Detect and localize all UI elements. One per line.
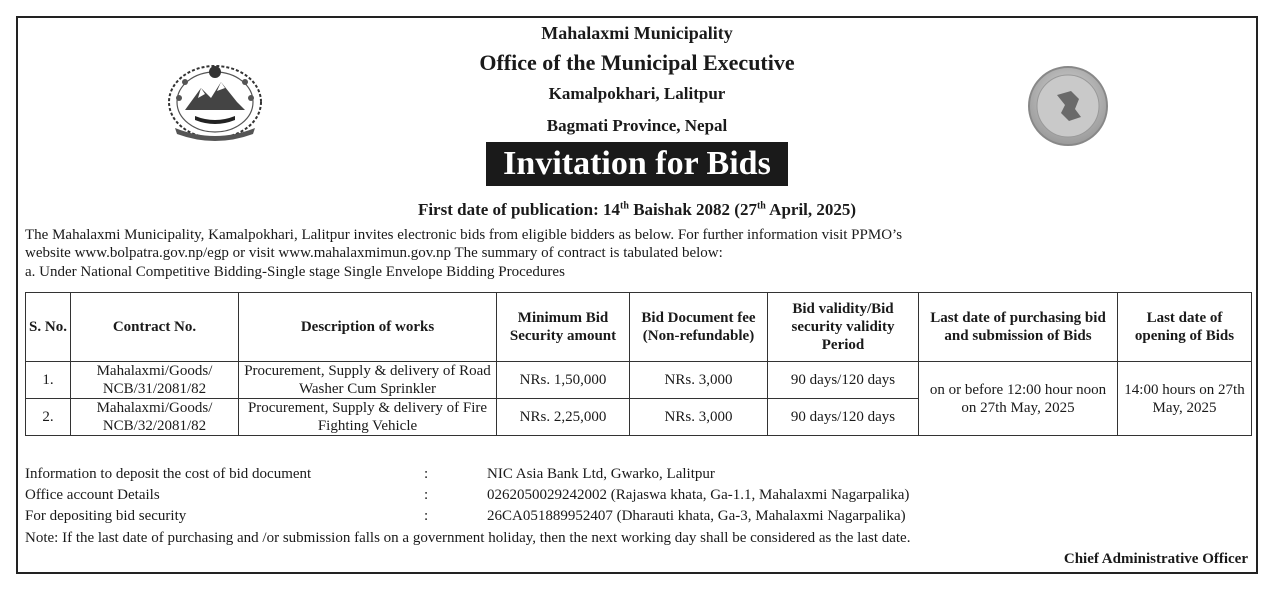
row-security: NRs. 2,25,000 [497,399,630,436]
notice-title: Invitation for Bids [486,142,788,186]
row-sn: 1. [26,362,71,399]
row-description: Procurement, Supply & delivery of Road Washer Cum Sprinkler [239,362,497,399]
header-validity: Bid validity/Bid security validity Period [768,293,919,362]
header-opening: Last date of opening of Bids [1118,293,1252,362]
header-description: Description of works [239,293,497,362]
header-fee: Bid Document fee (Non-refundable) [630,293,768,362]
publication-date: First date of publication: 14th Baishak 2082 (27th April, 2025) [417,200,857,219]
last-purchase-date: on or before 12:00 hour noon on 27th May, 2025 [919,362,1118,436]
signatory: Chief Administrative Officer [1063,551,1248,567]
row-validity: 90 days/120 days [768,362,919,399]
header-last-purchase: Last date of purchasing bid and submission of Bids [919,293,1118,362]
table-header-row [26,293,1252,362]
procedure-section: a. Under National Competitive Bidding-Single stage Single Envelope Bidding Procedures [25,264,565,280]
row-contract: Mahalaxmi/Goods/ NCB/32/2081/82 [71,399,239,436]
info-label: For depositing bid security [25,508,187,524]
intro-paragraph: The Mahalaxmi Municipality, Kamalpokhari, Lalitpur invites electronic bids from eligible bidders as below. For further information visit PPMO’s [25,227,903,243]
row-fee: NRs. 3,000 [630,399,768,436]
bid-notice [16,16,1258,574]
info-value: 0262050029242002 (Rajaswa khata, Ga-1.1, Mahalaxmi Nagarpalika) [487,487,910,503]
holiday-note: Note: If the last date of purchasing and /or submission falls on a government holiday, then the next working day shall be considered as the last date. [25,530,911,546]
contract-table [25,292,1252,436]
address-line: Kamalpokhari, Lalitpur [548,84,726,103]
row-contract: Mahalaxmi/Goods/ NCB/31/2081/82 [71,362,239,399]
info-colon: : [424,508,429,524]
row-fee: NRs. 3,000 [630,362,768,399]
province-line: Bagmati Province, Nepal [546,116,728,135]
table-row [26,362,1252,399]
header-sn: S. No. [26,293,71,362]
header-contract: Contract No. [71,293,239,362]
info-label: Office account Details [25,487,160,503]
office-title: Office of the Municipal Executive [479,50,795,75]
row-sn: 2. [26,399,71,436]
info-value: 26CA051889952407 (Dharauti khata, Ga-3, Mahalaxmi Nagarpalika) [487,508,906,524]
info-colon: : [424,466,429,482]
opening-date: 14:00 hours on 27th May, 2025 [1118,362,1252,436]
intro-paragraph-continued: website www.bolpatra.gov.np/egp or visit www.mahalaxmimun.gov.np The summary of contract is tabulated below: [25,245,723,261]
municipality-name: Mahalaxmi Municipality [541,23,733,43]
header-security: Minimum Bid Security amount [497,293,630,362]
row-security: NRs. 1,50,000 [497,362,630,399]
info-value: NIC Asia Bank Ltd, Gwarko, Lalitpur [487,466,715,482]
info-colon: : [424,487,429,503]
info-label: Information to deposit the cost of bid document [25,466,312,482]
row-validity: 90 days/120 days [768,399,919,436]
row-description: Procurement, Supply & delivery of Fire Fighting Vehicle [239,399,497,436]
